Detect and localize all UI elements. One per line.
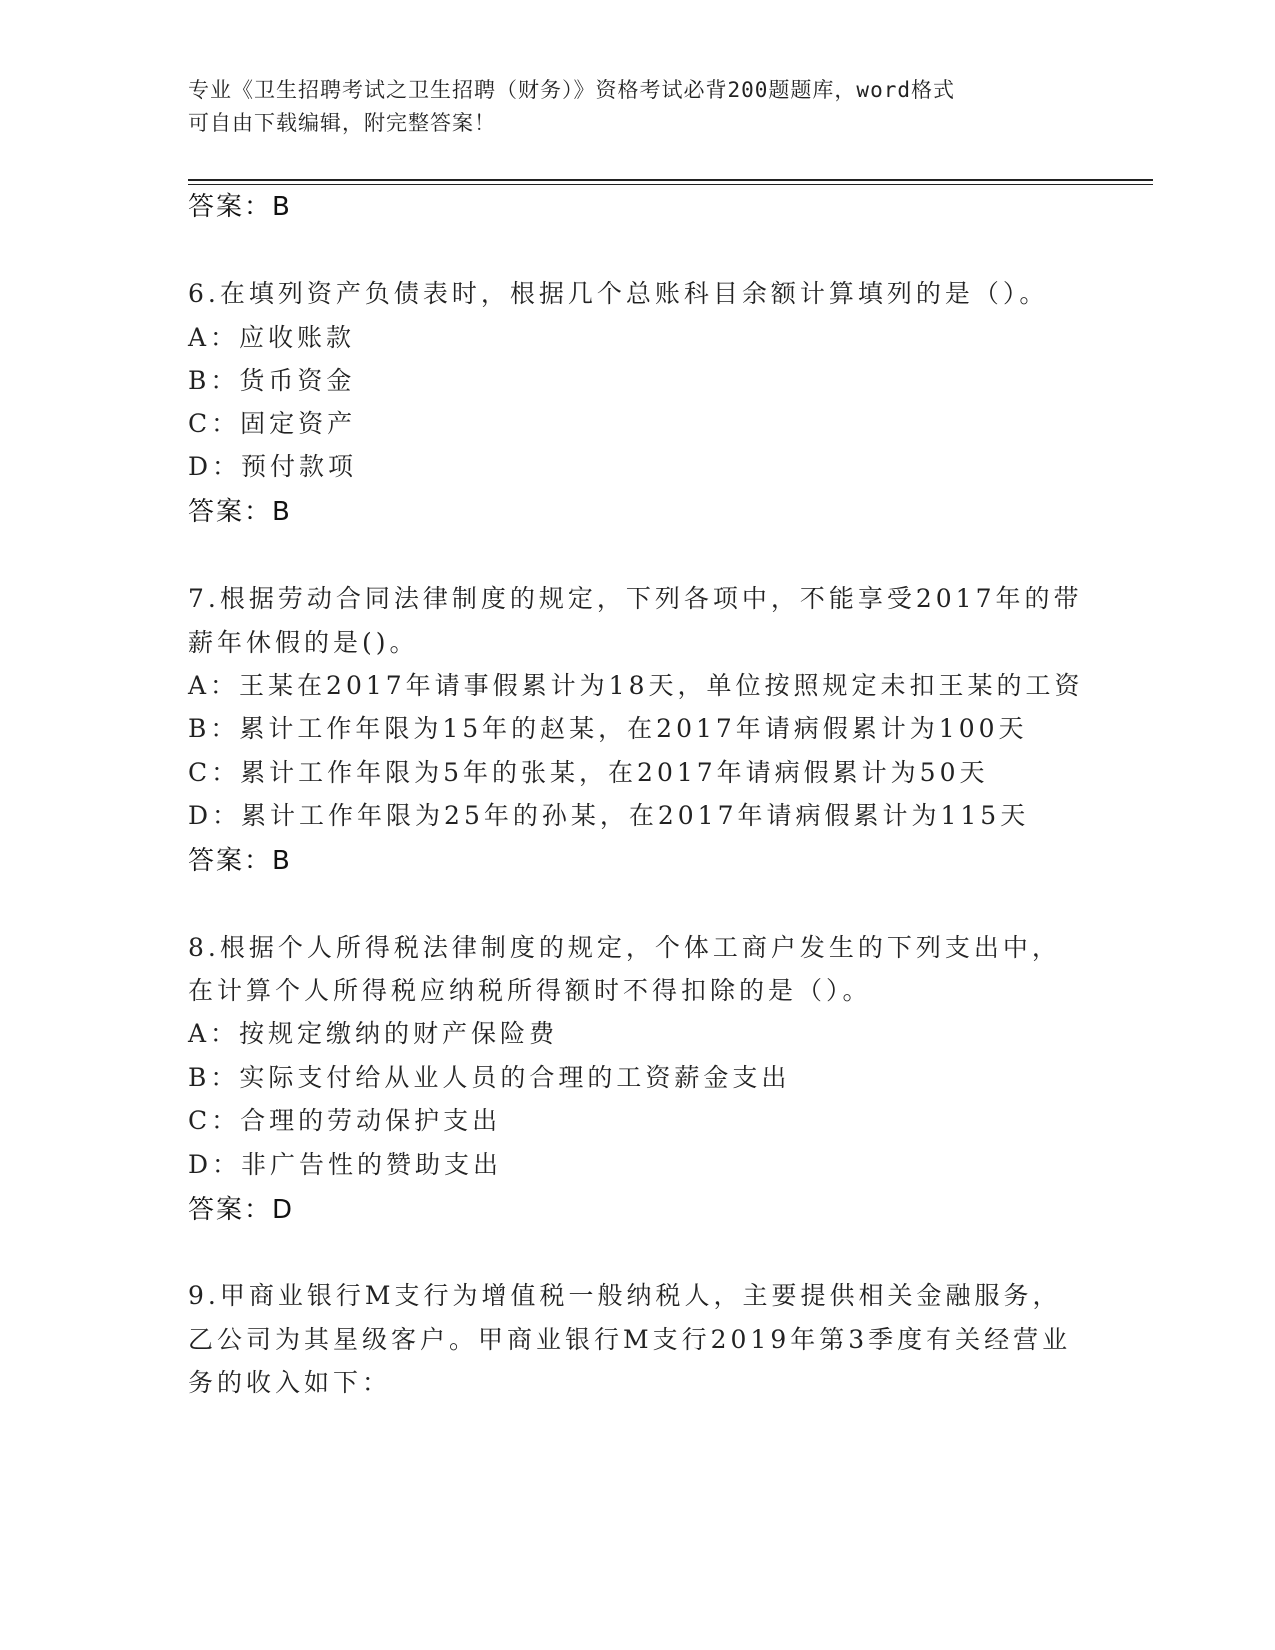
question-7-option-d: D：累计工作年限为25年的孙某，在2017年请病假累计为115天 [188, 801, 1030, 830]
question-7-option-a: A：王某在2017年请事假累计为18天，单位按照规定未扣王某的工资 [188, 671, 1084, 700]
question-9-stem-line-3: 务的收入如下： [188, 1368, 392, 1397]
question-6-option-a: A：应收账款 [188, 323, 356, 352]
question-8-option-b: B：实际支付给从业人员的合理的工资薪金支出 [188, 1063, 791, 1092]
question-8-option-d: D：非广告性的赞助支出 [188, 1150, 503, 1179]
answer-label: 答案：B [188, 192, 292, 222]
question-7-stem-line-1: 7.根据劳动合同法律制度的规定，下列各项中，不能享受2017年的带 [188, 584, 1083, 613]
header-rule-thin [188, 184, 1153, 185]
question-9-stem-line-1: 9.甲商业银行M支行为增值税一般纳税人，主要提供相关金融服务， [188, 1281, 1062, 1310]
question-7-answer: 答案：B [188, 846, 292, 876]
question-6-option-b: B：货币资金 [188, 366, 356, 395]
question-8-option-c: C：合理的劳动保护支出 [188, 1106, 502, 1135]
question-6-option-c: C：固定资产 [188, 409, 357, 438]
question-8-option-a: A：按规定缴纳的财产保险费 [188, 1019, 559, 1048]
header-line-1: 专业《卫生招聘考试之卫生招聘（财务）》资格考试必背200题题库，word格式 [188, 78, 955, 102]
question-8-answer: 答案：D [188, 1195, 295, 1225]
question-6-stem: 6.在填列资产负债表时，根据几个总账科目余额计算填列的是（）。 [188, 279, 1049, 308]
header-rule-thick [188, 179, 1153, 181]
question-6-answer: 答案：B [188, 497, 292, 527]
document-header [188, 74, 1068, 140]
header-line-2: 可自由下载编辑，附完整答案！ [188, 111, 496, 135]
question-7-stem-line-2: 薪年休假的是()。 [188, 628, 419, 657]
question-6-option-d: D：预付款项 [188, 452, 358, 481]
question-7-option-b: B：累计工作年限为15年的赵某，在2017年请病假累计为100天 [188, 714, 1028, 743]
question-7-option-c: C：累计工作年限为5年的张某，在2017年请病假累计为50天 [188, 758, 989, 787]
question-9-stem-line-2: 乙公司为其星级客户。甲商业银行M支行2019年第3季度有关经营业 [188, 1325, 1072, 1354]
question-8-stem-line-2: 在计算个人所得税应纳税所得额时不得扣除的是（）。 [188, 976, 872, 1005]
question-8-stem-line-1: 8.根据个人所得税法律制度的规定，个体工商户发生的下列支出中， [188, 933, 1061, 962]
